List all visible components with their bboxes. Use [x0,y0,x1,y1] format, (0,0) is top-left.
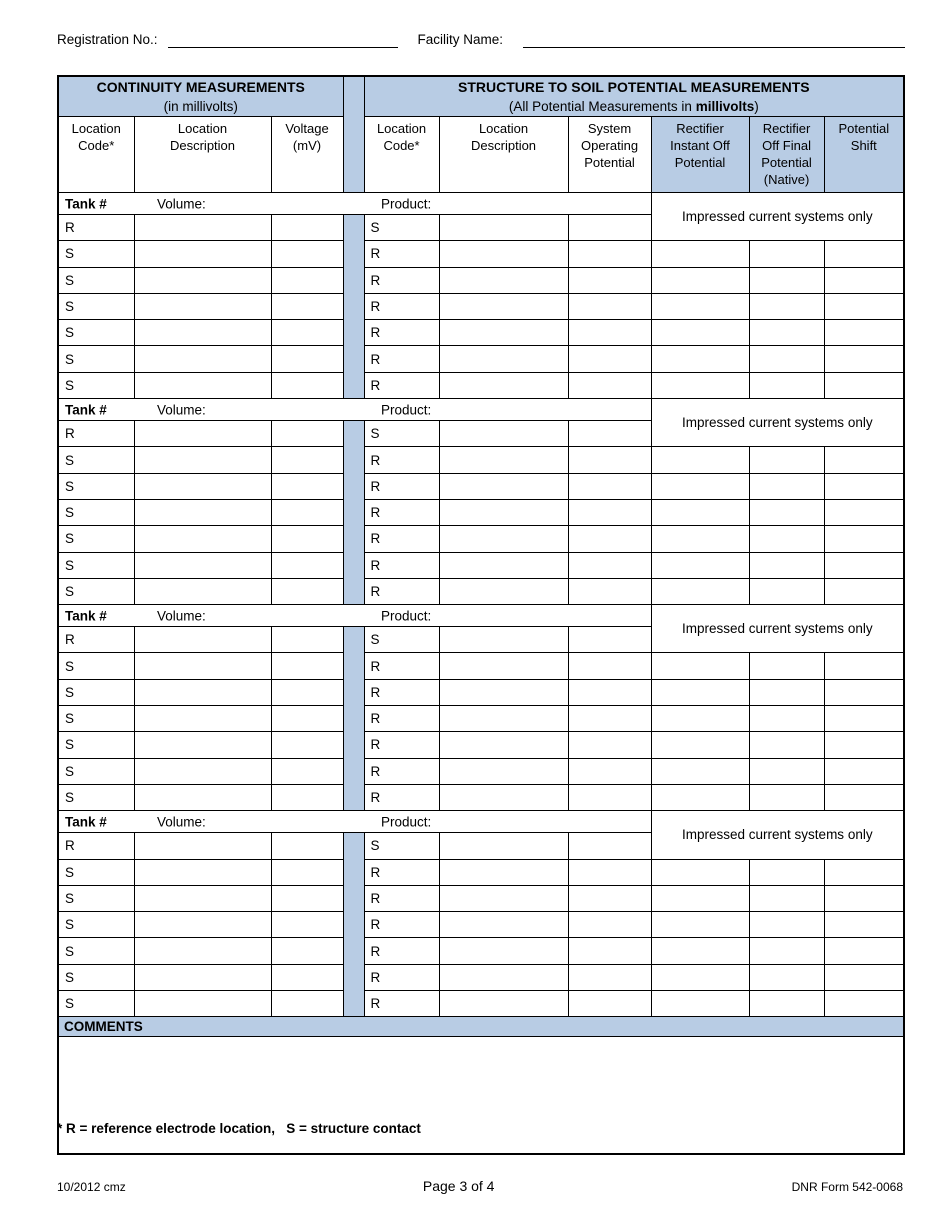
rectifier-off-final-input[interactable] [749,241,824,267]
voltage-input[interactable] [271,241,343,267]
right-location-code: R [364,552,439,578]
rectifier-instant-off-input[interactable] [651,267,749,293]
rectifier-off-final-input[interactable] [749,267,824,293]
top-fill-in-row [57,30,905,48]
volume-label: Volume: [157,608,206,624]
rectifier-off-final-input[interactable] [749,859,824,885]
right-location-code: R [364,912,439,938]
voltage-input[interactable] [271,320,343,346]
rectifier-off-final-input[interactable] [749,938,824,964]
system-operating-potential-input[interactable] [568,421,651,447]
column-header-rectifier-off-final: Rectifier Off Final Potential (Native) [749,117,824,193]
system-operating-potential-input[interactable] [568,758,651,784]
potential-shift-input[interactable] [824,447,904,473]
rectifier-instant-off-input[interactable] [651,991,749,1017]
system-operating-potential-input[interactable] [568,991,651,1017]
potential-shift-input[interactable] [824,859,904,885]
potential-shift-input[interactable] [824,938,904,964]
footnote: * R = reference electrode location, S = structure contact [57,1121,421,1136]
left-location-code: S [58,706,134,732]
registration-label: Registration No.: [57,32,158,47]
system-operating-potential-input[interactable] [568,552,651,578]
voltage-input[interactable] [271,578,343,604]
right-location-description-input[interactable] [439,473,568,499]
rectifier-off-final-input[interactable] [749,653,824,679]
right-location-description-input[interactable] [439,758,568,784]
rectifier-off-final-input[interactable] [749,885,824,911]
potential-shift-input[interactable] [824,885,904,911]
rectifier-instant-off-input[interactable] [651,499,749,525]
voltage-input[interactable] [271,447,343,473]
system-operating-potential-input[interactable] [568,653,651,679]
right-location-code: R [364,732,439,758]
system-operating-potential-input[interactable] [568,473,651,499]
right-location-description-input[interactable] [439,372,568,398]
left-location-code: S [58,499,134,525]
system-operating-potential-input[interactable] [568,912,651,938]
left-location-code: S [58,859,134,885]
system-operating-potential-input[interactable] [568,241,651,267]
rectifier-instant-off-input[interactable] [651,293,749,319]
separator-column [343,627,364,811]
potential-shift-input[interactable] [824,653,904,679]
left-location-code: S [58,320,134,346]
rectifier-instant-off-input[interactable] [651,784,749,810]
voltage-input[interactable] [271,526,343,552]
voltage-input[interactable] [271,679,343,705]
left-location-description-input[interactable] [134,938,271,964]
right-location-description-input[interactable] [439,912,568,938]
impressed-current-note: Impressed current systems only [651,193,904,241]
rectifier-instant-off-input[interactable] [651,526,749,552]
left-location-description-input[interactable] [134,473,271,499]
left-location-description-input[interactable] [134,421,271,447]
potential-shift-input[interactable] [824,706,904,732]
rectifier-instant-off-input[interactable] [651,859,749,885]
separator-column [343,76,364,193]
left-location-code: R [58,833,134,859]
rectifier-instant-off-input[interactable] [651,964,749,990]
rectifier-off-final-input[interactable] [749,679,824,705]
right-location-description-input[interactable] [439,833,568,859]
system-operating-potential-input[interactable] [568,293,651,319]
left-location-description-input[interactable] [134,833,271,859]
right-location-description-input[interactable] [439,578,568,604]
column-header-potential-shift: Potential Shift [824,117,904,193]
left-location-code: S [58,473,134,499]
tank-header-cell[interactable] [58,811,651,833]
left-location-description-input[interactable] [134,679,271,705]
right-location-description-input[interactable] [439,320,568,346]
rectifier-instant-off-input[interactable] [651,241,749,267]
voltage-input[interactable] [271,421,343,447]
left-location-code: R [58,421,134,447]
voltage-input[interactable] [271,653,343,679]
tank-number-label: Tank # [65,402,107,418]
right-location-description-input[interactable] [439,526,568,552]
voltage-input[interactable] [271,732,343,758]
system-operating-potential-input[interactable] [568,706,651,732]
footer-page-number: Page 3 of 4 [422,1178,495,1194]
right-location-code: S [364,421,439,447]
potential-subtitle: (All Potential Measurements in millivolts) [508,98,759,114]
column-header-rectifier-instant-off: Rectifier Instant Off Potential [651,117,749,193]
volume-label: Volume: [157,196,206,211]
rectifier-instant-off-input[interactable] [651,346,749,372]
potential-shift-input[interactable] [824,267,904,293]
left-location-code: S [58,885,134,911]
right-location-code: R [364,473,439,499]
rectifier-off-final-input[interactable] [749,526,824,552]
voltage-input[interactable] [271,784,343,810]
left-location-description-input[interactable] [134,447,271,473]
column-header-voltage: Voltage (mV) [271,117,343,193]
potential-shift-input[interactable] [824,912,904,938]
system-operating-potential-input[interactable] [568,267,651,293]
column-header-location-description-right: Location Description [439,117,568,193]
rectifier-instant-off-input[interactable] [651,679,749,705]
left-location-code: S [58,552,134,578]
volume-label: Volume: [157,402,206,418]
right-location-code: R [364,859,439,885]
potential-shift-input[interactable] [824,578,904,604]
rectifier-instant-off-input[interactable] [651,653,749,679]
left-location-description-input[interactable] [134,267,271,293]
left-location-code: S [58,267,134,293]
right-location-description-input[interactable] [439,293,568,319]
right-location-code: R [364,372,439,398]
voltage-input[interactable] [271,912,343,938]
rectifier-off-final-input[interactable] [749,706,824,732]
right-location-code: R [364,991,439,1017]
left-location-code: R [58,627,134,653]
system-operating-potential-input[interactable] [568,784,651,810]
right-location-description-input[interactable] [439,552,568,578]
left-location-description-input[interactable] [134,627,271,653]
right-location-code: R [364,346,439,372]
volume-label: Volume: [157,814,206,830]
rectifier-off-final-input[interactable] [749,346,824,372]
left-location-description-input[interactable] [134,859,271,885]
voltage-input[interactable] [271,706,343,732]
product-label: Product: [381,402,432,418]
system-operating-potential-input[interactable] [568,833,651,859]
rectifier-off-final-input[interactable] [749,499,824,525]
left-location-description-input[interactable] [134,964,271,990]
system-operating-potential-input[interactable] [568,215,651,241]
column-header-location-code-left: Location Code* [58,117,134,193]
continuity-title: CONTINUITY MEASUREMENTS [96,78,305,95]
potential-title: STRUCTURE TO SOIL POTENTIAL MEASUREMENTS [458,78,810,95]
left-location-code: S [58,293,134,319]
right-location-description-input[interactable] [439,346,568,372]
voltage-input[interactable] [271,215,343,241]
right-location-description-input[interactable] [439,267,568,293]
voltage-input[interactable] [271,991,343,1017]
voltage-input[interactable] [271,964,343,990]
potential-shift-input[interactable] [824,499,904,525]
left-location-description-input[interactable] [134,758,271,784]
column-header-location-description-left: Location Description [134,117,271,193]
rectifier-off-final-input[interactable] [749,320,824,346]
potential-shift-input[interactable] [824,679,904,705]
potential-shift-input[interactable] [824,526,904,552]
right-location-description-input[interactable] [439,938,568,964]
right-location-code: R [364,964,439,990]
left-location-code: R [58,215,134,241]
left-location-description-input[interactable] [134,885,271,911]
rectifier-instant-off-input[interactable] [651,758,749,784]
right-location-code: S [364,627,439,653]
rectifier-instant-off-input[interactable] [651,578,749,604]
right-location-description-input[interactable] [439,215,568,241]
right-location-code: R [364,526,439,552]
product-label: Product: [381,814,432,830]
rectifier-instant-off-input[interactable] [651,447,749,473]
potential-shift-input[interactable] [824,758,904,784]
system-operating-potential-input[interactable] [568,938,651,964]
tank-number-label: Tank # [65,814,107,830]
left-location-code: S [58,732,134,758]
left-location-code: S [58,679,134,705]
left-location-description-input[interactable] [134,241,271,267]
left-location-code: S [58,578,134,604]
potential-shift-input[interactable] [824,552,904,578]
column-header-system-operating-potential: System Operating Potential [568,117,651,193]
left-location-description-input[interactable] [134,320,271,346]
right-location-description-input[interactable] [439,991,568,1017]
right-location-description-input[interactable] [439,447,568,473]
separator-column [343,833,364,1017]
tank-header-cell[interactable] [58,605,651,627]
left-location-code: S [58,758,134,784]
right-location-code: R [364,499,439,525]
left-location-code: S [58,912,134,938]
column-header-location-code-right: Location Code* [364,117,439,193]
left-location-description-input[interactable] [134,784,271,810]
potential-shift-input[interactable] [824,473,904,499]
tank-header-cell[interactable] [58,399,651,421]
voltage-input[interactable] [271,346,343,372]
separator-column [343,421,364,605]
measurements-form-table [57,75,905,1155]
right-location-code: S [364,215,439,241]
rectifier-off-final-input[interactable] [749,784,824,810]
tank-number-label: Tank # [65,608,107,624]
comments-box[interactable] [58,1037,904,1155]
right-location-description-input[interactable] [439,421,568,447]
system-operating-potential-input[interactable] [568,964,651,990]
left-location-code: S [58,653,134,679]
footer-date: 10/2012 cmz [57,1180,126,1194]
separator-column [343,215,364,399]
right-location-code: R [364,706,439,732]
left-location-description-input[interactable] [134,706,271,732]
right-location-code: R [364,758,439,784]
right-location-description-input[interactable] [439,706,568,732]
voltage-input[interactable] [271,938,343,964]
facility-input-line[interactable] [523,30,905,48]
system-operating-potential-input[interactable] [568,885,651,911]
voltage-input[interactable] [271,833,343,859]
product-label: Product: [381,608,432,624]
right-location-description-input[interactable] [439,964,568,990]
rectifier-off-final-input[interactable] [749,912,824,938]
right-location-description-input[interactable] [439,859,568,885]
right-location-description-input[interactable] [439,784,568,810]
left-location-description-input[interactable] [134,215,271,241]
rectifier-instant-off-input[interactable] [651,706,749,732]
impressed-current-note: Impressed current systems only [651,605,904,653]
system-operating-potential-input[interactable] [568,578,651,604]
voltage-input[interactable] [271,627,343,653]
right-location-description-input[interactable] [439,627,568,653]
rectifier-off-final-input[interactable] [749,473,824,499]
rectifier-off-final-input[interactable] [749,964,824,990]
potential-shift-input[interactable] [824,293,904,319]
potential-shift-input[interactable] [824,991,904,1017]
right-location-code: R [364,320,439,346]
impressed-current-note: Impressed current systems only [651,399,904,447]
right-location-code: R [364,653,439,679]
left-location-code: S [58,447,134,473]
voltage-input[interactable] [271,293,343,319]
left-location-code: S [58,346,134,372]
left-location-code: S [58,526,134,552]
right-location-code: R [364,241,439,267]
facility-label: Facility Name: [417,32,504,47]
rectifier-off-final-input[interactable] [749,293,824,319]
system-operating-potential-input[interactable] [568,372,651,398]
right-location-code: R [364,784,439,810]
rectifier-off-final-input[interactable] [749,578,824,604]
right-location-code: R [364,578,439,604]
left-location-code: S [58,991,134,1017]
right-location-code: R [364,267,439,293]
left-location-description-input[interactable] [134,372,271,398]
left-location-description-input[interactable] [134,499,271,525]
voltage-input[interactable] [271,552,343,578]
rectifier-off-final-input[interactable] [749,758,824,784]
right-location-description-input[interactable] [439,885,568,911]
left-location-code: S [58,372,134,398]
left-location-code: S [58,784,134,810]
registration-input-line[interactable] [168,30,398,48]
voltage-input[interactable] [271,499,343,525]
left-location-description-input[interactable] [134,653,271,679]
system-operating-potential-input[interactable] [568,526,651,552]
potential-shift-input[interactable] [824,372,904,398]
system-operating-potential-input[interactable] [568,447,651,473]
potential-shift-input[interactable] [824,784,904,810]
rectifier-off-final-input[interactable] [749,732,824,758]
voltage-input[interactable] [271,885,343,911]
voltage-input[interactable] [271,372,343,398]
left-location-code: S [58,964,134,990]
potential-shift-input[interactable] [824,320,904,346]
potential-shift-input[interactable] [824,964,904,990]
potential-shift-input[interactable] [824,241,904,267]
right-location-description-input[interactable] [439,679,568,705]
voltage-input[interactable] [271,267,343,293]
left-location-description-input[interactable] [134,293,271,319]
right-location-description-input[interactable] [439,732,568,758]
rectifier-instant-off-input[interactable] [651,320,749,346]
page-footer [57,1178,903,1194]
left-location-description-input[interactable] [134,912,271,938]
system-operating-potential-input[interactable] [568,320,651,346]
voltage-input[interactable] [271,859,343,885]
impressed-current-note: Impressed current systems only [651,811,904,859]
rectifier-instant-off-input[interactable] [651,732,749,758]
system-operating-potential-input[interactable] [568,679,651,705]
right-location-code: S [364,833,439,859]
product-label: Product: [381,196,432,211]
footer-form-number: DNR Form 542-0068 [791,1180,903,1194]
left-location-description-input[interactable] [134,732,271,758]
system-operating-potential-input[interactable] [568,627,651,653]
system-operating-potential-input[interactable] [568,499,651,525]
rectifier-instant-off-input[interactable] [651,372,749,398]
tank-header-cell[interactable] [58,193,651,215]
rectifier-instant-off-input[interactable] [651,473,749,499]
right-location-code: R [364,293,439,319]
right-location-description-input[interactable] [439,653,568,679]
left-location-code: S [58,938,134,964]
left-location-code: S [58,241,134,267]
right-location-description-input[interactable] [439,499,568,525]
left-location-description-input[interactable] [134,526,271,552]
rectifier-off-final-input[interactable] [749,447,824,473]
right-location-code: R [364,885,439,911]
system-operating-potential-input[interactable] [568,346,651,372]
tank-number-label: Tank # [65,196,107,211]
rectifier-instant-off-input[interactable] [651,885,749,911]
left-location-description-input[interactable] [134,991,271,1017]
rectifier-instant-off-input[interactable] [651,552,749,578]
potential-shift-input[interactable] [824,732,904,758]
continuity-title-cell [58,76,343,117]
right-location-code: R [364,447,439,473]
comments-header: COMMENTS [58,1017,904,1037]
voltage-input[interactable] [271,758,343,784]
rectifier-instant-off-input[interactable] [651,938,749,964]
right-location-code: R [364,938,439,964]
rectifier-instant-off-input[interactable] [651,912,749,938]
system-operating-potential-input[interactable] [568,732,651,758]
rectifier-off-final-input[interactable] [749,372,824,398]
left-location-description-input[interactable] [134,552,271,578]
right-location-code: R [364,679,439,705]
rectifier-off-final-input[interactable] [749,552,824,578]
potential-shift-input[interactable] [824,346,904,372]
right-location-description-input[interactable] [439,241,568,267]
continuity-subtitle: (in millivolts) [163,98,238,114]
system-operating-potential-input[interactable] [568,859,651,885]
left-location-description-input[interactable] [134,346,271,372]
left-location-description-input[interactable] [134,578,271,604]
rectifier-off-final-input[interactable] [749,991,824,1017]
voltage-input[interactable] [271,473,343,499]
potential-title-cell [364,76,904,117]
